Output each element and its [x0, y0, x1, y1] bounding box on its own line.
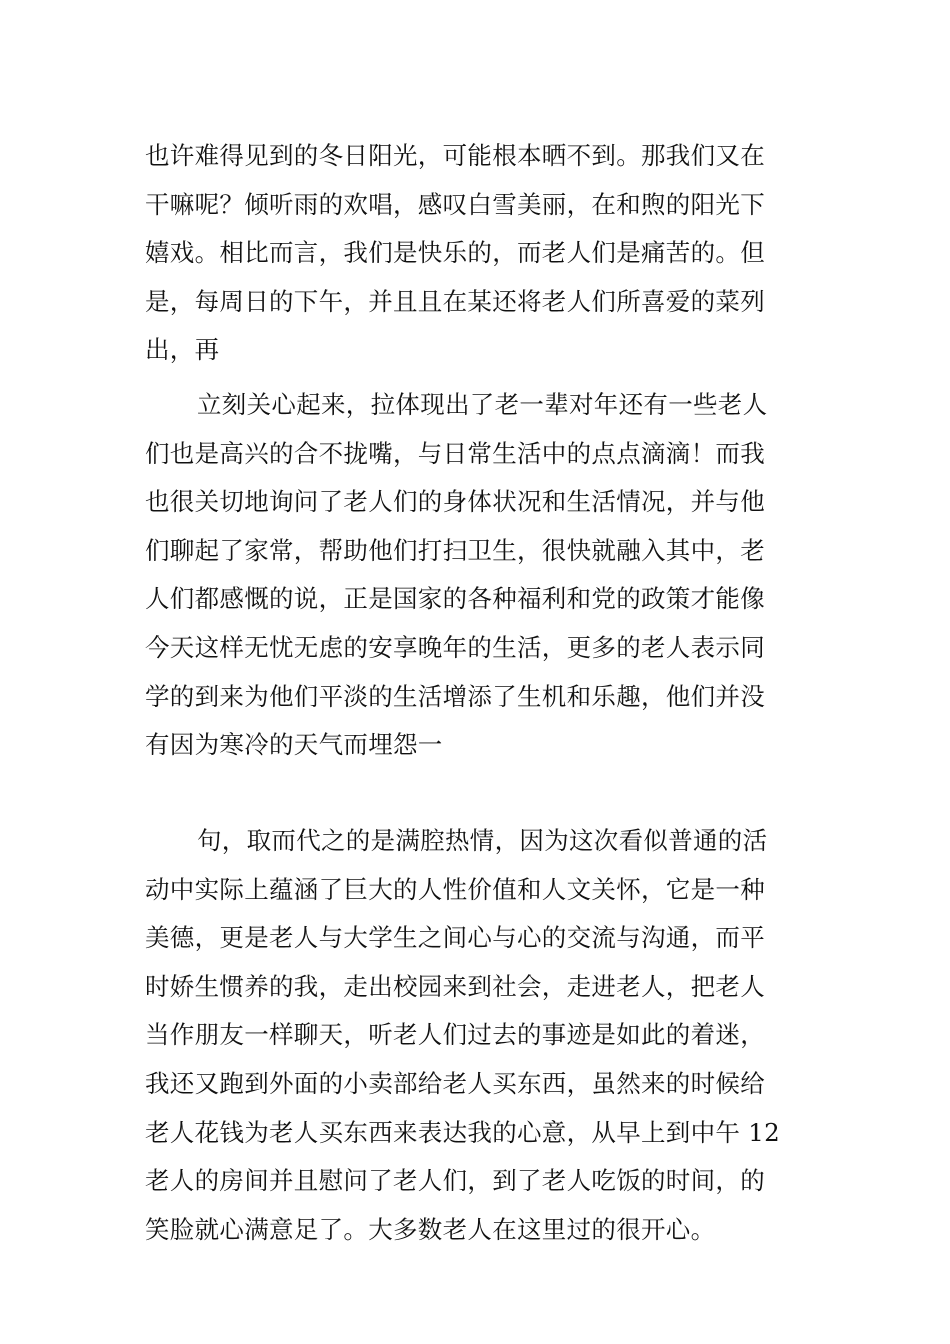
paragraph-line: 美德，更是老人与大学生之间心与心的交流与沟通，而平: [145, 923, 765, 953]
paragraph-line: 我还又跑到外面的小卖部给老人买东西，虽然来的时候给: [145, 1068, 765, 1098]
paragraph-line: 时娇生惯养的我，走出校园来到社会，走进老人，把老人: [145, 971, 765, 1001]
paragraph-line: 学的到来为他们平淡的生活增添了生机和乐趣，他们并没: [145, 681, 765, 711]
paragraph-line: 今天这样无忧无虑的安享晚年的生活，更多的老人表示同: [145, 632, 765, 662]
paragraph-line: 是，每周日的下午，并且且在某还将老人们所喜爱的菜列: [145, 286, 765, 316]
paragraph-line: 立刻关心起来，拉体现出了老一辈对年还有一些老人: [197, 390, 768, 419]
paragraph-line: 老人的房间并且慰问了老人们，到了老人吃饭的时间，的: [145, 1166, 765, 1196]
paragraph-3: [145, 817, 815, 1254]
paragraph-line: 出，再: [145, 335, 220, 365]
paragraph-line: 动中实际上蕴涵了巨大的人性价值和人文关怀，它是一种: [145, 874, 765, 904]
paragraph-line: 们聊起了家常，帮助他们打扫卫生，很快就融入其中，老: [145, 535, 765, 565]
paragraph-line: 们也是高兴的合不拢嘴，与日常生活中的点点滴滴！而我: [145, 438, 765, 468]
paragraph-line: 有因为寒冷的天气而埋怨一: [145, 730, 443, 760]
paragraph-line: 也很关切地询问了老人们的身体状况和生活情况，并与他: [145, 487, 765, 517]
paragraph-line: 也许难得见到的冬日阳光，可能根本晒不到。那我们又在: [145, 141, 765, 170]
paragraph-line: 笑脸就心满意足了。大多数老人在这里过的很开心。: [145, 1214, 716, 1244]
paragraph-2: [145, 381, 815, 770]
paragraph-line: 干嘛呢？倾听雨的欢唱，感叹白雪美丽，在和煦的阳光下: [145, 189, 765, 219]
paragraph-line: 句，取而代之的是满腔热情，因为这次看似普通的活: [197, 826, 768, 855]
paragraph-line: 当作朋友一样聊天，听老人们过去的事迹是如此的着迷，: [145, 1020, 765, 1050]
paragraph-line: 嬉戏。相比而言，我们是快乐的，而老人们是痛苦的。但: [145, 238, 765, 268]
paragraph-line: 老人花钱为老人买东西来表达我的心意，从早上到中午 12: [145, 1117, 781, 1147]
paragraph-line: 人们都感慨的说，正是国家的各种福利和党的政策才能像: [145, 584, 765, 614]
paragraph-1: [145, 132, 815, 375]
